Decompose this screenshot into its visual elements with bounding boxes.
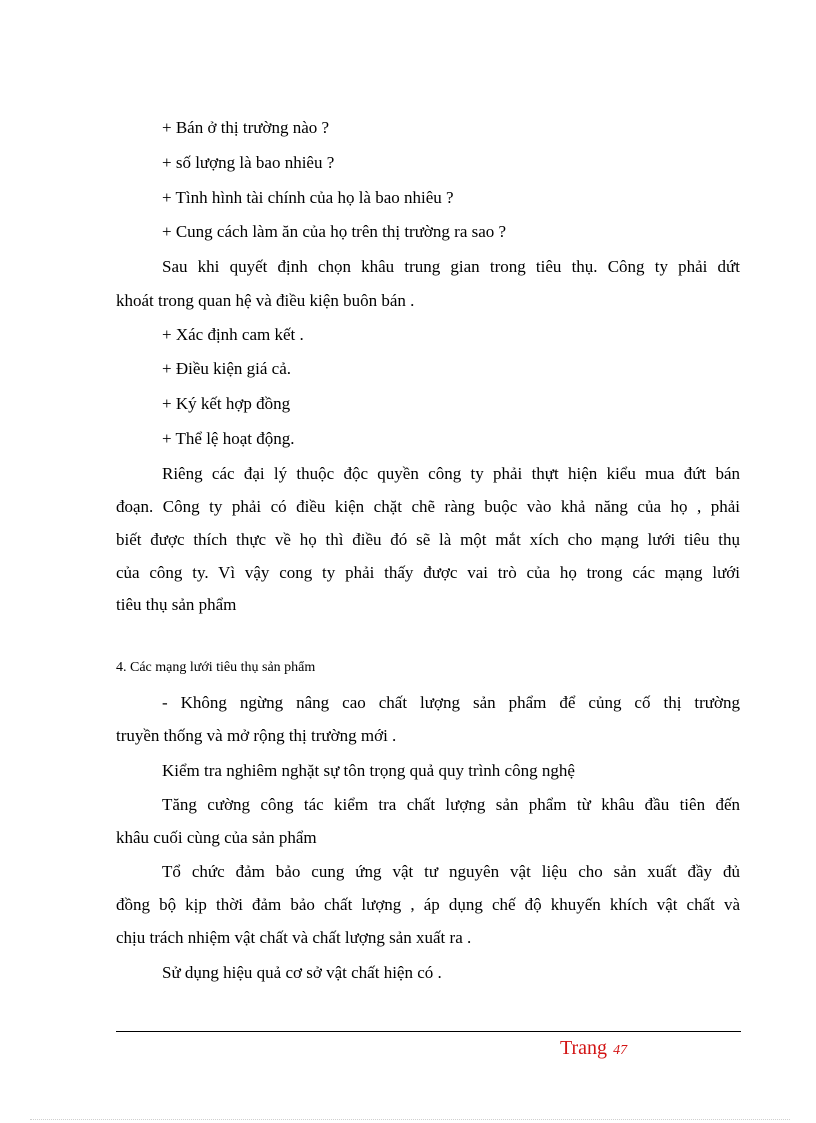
paragraph-line: - Không ngừng nâng cao chất lượng sản phẩm để củng cố thị trường: [162, 693, 740, 712]
paragraph-line: truyền thống và mở rộng thị trường mới .: [116, 726, 397, 745]
bullet-item: + Tình hình tài chính của họ là bao nhiêu ?: [162, 188, 454, 207]
footer-divider: [116, 1031, 741, 1032]
bullet-item: + Cung cách làm ăn của họ trên thị trường ra sao ?: [162, 222, 507, 241]
bullet-item: + Điều kiện giá cả.: [162, 359, 292, 378]
page-bottom-edge: [30, 1119, 790, 1120]
footer-page-number: 47: [613, 1043, 628, 1058]
bullet-item: + Ký kết hợp đồng: [162, 394, 291, 413]
paragraph-line: chịu trách nhiệm vật chất và chất lượng sản xuất ra .: [116, 928, 472, 947]
section-heading: 4. Các mạng lưới tiêu thụ sản phẩm: [116, 660, 316, 675]
paragraph-line: tiêu thụ sản phẩm: [116, 595, 237, 614]
bullet-item: + số lượng là bao nhiêu ?: [162, 153, 335, 172]
paragraph-line: Riêng các đại lý thuộc độc quyền công ty phải thựt hiện kiểu mua đứt bán: [162, 464, 740, 483]
bullet-item: + Xác định cam kết .: [162, 325, 304, 344]
paragraph-line: Sau khi quyết định chọn khâu trung gian trong tiêu thụ. Công ty phải dứt: [162, 257, 740, 276]
paragraph-line: đoạn. Công ty phải có điều kiện chặt chẽ ràng buộc vào khả năng của họ , phải: [116, 497, 740, 516]
footer-page-label: Trang: [560, 1037, 608, 1059]
paragraph-line: đồng bộ kịp thời đảm bảo chất lượng , áp dụng chế độ khuyến khích vật chất và: [116, 895, 740, 914]
paragraph-line: khoát trong quan hệ và điều kiện buôn bán .: [116, 291, 415, 310]
paragraph-line: Tăng cường công tác kiểm tra chất lượng sản phẩm từ khâu đầu tiên đến: [162, 795, 740, 814]
bullet-item: + Thể lệ hoạt động.: [162, 429, 295, 448]
paragraph-line: khâu cuối cùng của sản phẩm: [116, 828, 317, 847]
paragraph-line: Sử dụng hiệu quả cơ sở vật chất hiện có .: [162, 963, 442, 982]
paragraph-line: Tổ chức đảm bảo cung ứng vật tư nguyên vật liệu cho sản xuất đầy đủ: [162, 862, 740, 881]
paragraph-line: Kiểm tra nghiêm nghặt sự tôn trọng quả quy trình công nghệ: [162, 761, 575, 780]
bullet-item: + Bán ở thị trường nào ?: [162, 118, 330, 137]
page-footer: [560, 1037, 627, 1060]
paragraph-line: của công ty. Vì vậy cong ty phải thấy được vai trò của họ trong các mạng lưới: [116, 563, 740, 582]
paragraph-line: biết được thích thực về họ thì điều đó sẽ là một mắt xích cho mạng lưới tiêu thụ: [116, 530, 740, 549]
